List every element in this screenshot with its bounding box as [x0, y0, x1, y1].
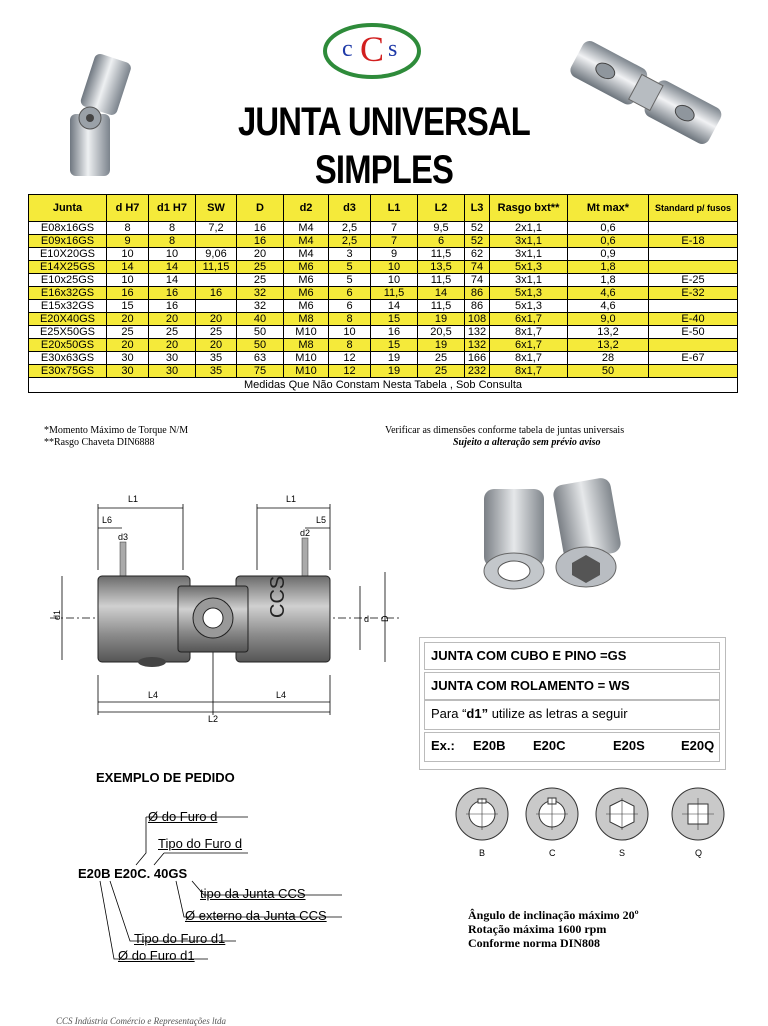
table-cell [196, 300, 237, 313]
table-cell: 6 [329, 300, 371, 313]
order-label-furo-d: Ø do Furo d [148, 809, 218, 824]
table-cell: 19 [371, 352, 418, 365]
table-cell: 7 [371, 235, 418, 248]
table-cell [649, 339, 738, 352]
table-cell: 5x1,3 [490, 261, 568, 274]
table-cell: 13,2 [568, 326, 649, 339]
keyway-note: **Rasgo Chaveta DIN6888 [44, 437, 155, 448]
logo-letter-big-c: C [360, 29, 385, 69]
table-cell: 11,5 [418, 300, 465, 313]
table-cell: 132 [465, 339, 490, 352]
table-cell: 8x1,7 [490, 326, 568, 339]
table-cell: 20 [107, 339, 149, 352]
footnotes-right [385, 425, 624, 449]
table-cell: 20 [107, 313, 149, 326]
table-cell: 25 [107, 326, 149, 339]
table-cell: 14 [418, 287, 465, 300]
table-row [29, 222, 738, 235]
info-example: E20B [473, 738, 506, 753]
table-cell [649, 365, 738, 378]
table-row [29, 274, 738, 287]
table-row [29, 352, 738, 365]
table-cell: 50 [568, 365, 649, 378]
bore-label-b: B [479, 848, 486, 858]
table-cell: 74 [465, 261, 490, 274]
verify-note: Verificar as dimensões conforme tabela de juntas universais [385, 425, 625, 436]
table-cell: 16 [237, 222, 284, 235]
table-cell: 32 [237, 287, 284, 300]
table-cell: E10x25GS [29, 274, 107, 287]
table-cell: 0,6 [568, 235, 649, 248]
table-cell: 5x1,3 [490, 300, 568, 313]
col-header: SW [196, 195, 237, 222]
col-header: d3 [329, 195, 371, 222]
table-cell: 20 [149, 339, 196, 352]
table-header-row [29, 195, 738, 222]
table-cell: E14X25GS [29, 261, 107, 274]
table-cell: M10 [284, 365, 329, 378]
table-cell: 14 [149, 274, 196, 287]
table-cell: 9,5 [418, 222, 465, 235]
spec-table [28, 194, 738, 393]
table-cell: E-67 [649, 352, 738, 365]
table-cell: 10 [107, 274, 149, 287]
table-cell: 86 [465, 287, 490, 300]
spec-notes [468, 908, 639, 950]
joint-photo-right [560, 32, 730, 152]
order-label-tipo-furo-d1: Tipo do Furo d1 [134, 931, 226, 946]
logo-letter-c: c [342, 36, 353, 62]
table-cell: 50 [237, 326, 284, 339]
dim-L1-right: L1 [286, 494, 297, 504]
table-cell [196, 274, 237, 287]
table-cell: 9 [371, 248, 418, 261]
table-cell: 75 [237, 365, 284, 378]
table-cell: 11,15 [196, 261, 237, 274]
info-para-prefix: Para “ [431, 706, 467, 721]
col-header: Mt max* [568, 195, 649, 222]
table-row [29, 339, 738, 352]
order-label-furo-d1: Ø do Furo d1 [118, 948, 195, 963]
page-footer: CCS Indústria Comércio e Representações ltda [56, 1016, 227, 1026]
technical-drawing [40, 490, 410, 740]
table-cell [649, 248, 738, 261]
info-gs: JUNTA COM CUBO E PINO =GS [424, 642, 720, 670]
table-cell: 6 [418, 235, 465, 248]
order-label-tipo-junta: tipo da Junta CCS [200, 886, 306, 901]
col-header: L1 [371, 195, 418, 222]
table-cell: 52 [465, 222, 490, 235]
table-row [29, 261, 738, 274]
info-example: E20Q [681, 738, 715, 753]
subject-note: Sujeito a alteração sem prévio aviso [453, 437, 601, 448]
table-cell: E20x50GS [29, 339, 107, 352]
table-cell: M8 [284, 313, 329, 326]
bore-label-c: C [549, 848, 556, 858]
table-cell: 3x1,1 [490, 274, 568, 287]
table-cell: 11,5 [371, 287, 418, 300]
table-cell: M6 [284, 300, 329, 313]
dim-L5: L5 [316, 515, 327, 525]
table-cell: 0,9 [568, 248, 649, 261]
table-cell: E25X50GS [29, 326, 107, 339]
table-cell: E-32 [649, 287, 738, 300]
table-cell: 3 [329, 248, 371, 261]
table-cell: 20 [196, 313, 237, 326]
table-cell: 5x1,3 [490, 287, 568, 300]
table-cell: E20X40GS [29, 313, 107, 326]
table-cell: 3x1,1 [490, 248, 568, 261]
table-row [29, 248, 738, 261]
bore-label-q: Q [695, 848, 703, 858]
table-cell: 1,8 [568, 261, 649, 274]
table-cell: 5 [329, 261, 371, 274]
table-cell: M4 [284, 222, 329, 235]
table-cell: 2,5 [329, 222, 371, 235]
table-cell: 4,6 [568, 300, 649, 313]
table-cell: E10X20GS [29, 248, 107, 261]
table-footer-note: Medidas Que Não Constam Nesta Tabela , Sob Consulta [29, 378, 738, 393]
table-cell: M4 [284, 248, 329, 261]
table-cell: 16 [107, 287, 149, 300]
table-cell: 16 [196, 287, 237, 300]
bore-types-diagram [440, 786, 740, 860]
bore-label-s: S [619, 848, 626, 858]
col-header: Standard p/ fusos [649, 195, 738, 222]
table-cell: 8 [329, 313, 371, 326]
table-cell: 3x1,1 [490, 235, 568, 248]
table-cell: 19 [418, 313, 465, 326]
table-cell: 25 [418, 365, 465, 378]
table-cell: 25 [237, 261, 284, 274]
table-cell: 25 [418, 352, 465, 365]
table-cell: E08x16GS [29, 222, 107, 235]
spec-norm: Conforme norma DIN808 [468, 936, 600, 950]
dim-L2: L2 [208, 714, 219, 724]
table-cell: 8 [329, 339, 371, 352]
info-example: E20S [613, 738, 645, 753]
table-cell: 12 [329, 352, 371, 365]
info-ws: JUNTA COM ROLAMENTO = WS [424, 672, 720, 700]
table-cell: E15x32GS [29, 300, 107, 313]
table-cell: 8 [107, 222, 149, 235]
table-cell: 13,2 [568, 339, 649, 352]
table-cell: 9,06 [196, 248, 237, 261]
table-row [29, 365, 738, 378]
table-cell: 6 [329, 287, 371, 300]
table-cell: 10 [107, 248, 149, 261]
table-cell: 10 [149, 248, 196, 261]
table-cell: 132 [465, 326, 490, 339]
table-cell: M10 [284, 352, 329, 365]
table-row [29, 235, 738, 248]
table-cell: 166 [465, 352, 490, 365]
table-cell: 0,6 [568, 222, 649, 235]
table-cell: 25 [149, 326, 196, 339]
table-cell: 10 [371, 261, 418, 274]
table-cell: 1,8 [568, 274, 649, 287]
col-header: L3 [465, 195, 490, 222]
table-cell: 11,5 [418, 248, 465, 261]
table-cell: 232 [465, 365, 490, 378]
table-cell: 8x1,7 [490, 352, 568, 365]
table-cell: 25 [196, 326, 237, 339]
table-cell: 15 [371, 339, 418, 352]
table-cell: 30 [107, 365, 149, 378]
info-box [419, 637, 726, 770]
table-cell: 6x1,7 [490, 339, 568, 352]
table-cell: 15 [107, 300, 149, 313]
table-row [29, 300, 738, 313]
table-cell: 14 [149, 261, 196, 274]
table-cell: 62 [465, 248, 490, 261]
table-cell: 63 [237, 352, 284, 365]
dim-L1-left: L1 [128, 494, 139, 504]
dim-L4-left: L4 [148, 690, 159, 700]
order-title: EXEMPLO DE PEDIDO [96, 770, 235, 785]
table-cell: 50 [237, 339, 284, 352]
order-label-externo: Ø externo da Junta CCS [185, 908, 327, 923]
table-cell: 8 [149, 222, 196, 235]
table-cell: 35 [196, 352, 237, 365]
table-cell: 14 [107, 261, 149, 274]
table-cell: 32 [237, 300, 284, 313]
table-cell: M6 [284, 287, 329, 300]
col-header: d2 [284, 195, 329, 222]
footnotes-left [44, 425, 188, 449]
table-cell [649, 222, 738, 235]
torque-note: *Momento Máximo de Torque N/M [44, 425, 189, 436]
page-title: JUNTA UNIVERSAL SIMPLES [237, 100, 531, 192]
table-cell: E-25 [649, 274, 738, 287]
table-cell: 5 [329, 274, 371, 287]
dim-d: d [364, 614, 370, 624]
dim-d3: d3 [118, 532, 129, 542]
table-cell: E30x63GS [29, 352, 107, 365]
table-cell: 25 [237, 274, 284, 287]
table-cell: 4,6 [568, 287, 649, 300]
hub-photo [462, 475, 632, 607]
info-examples [424, 732, 720, 762]
table-row [29, 287, 738, 300]
table-cell: M6 [284, 274, 329, 287]
col-header: Rasgo bxt** [490, 195, 568, 222]
table-cell: 108 [465, 313, 490, 326]
table-cell: 8 [149, 235, 196, 248]
table-cell: 30 [149, 365, 196, 378]
table-cell: 19 [371, 365, 418, 378]
table-cell: 6x1,7 [490, 313, 568, 326]
col-header: D [237, 195, 284, 222]
table-cell: 11,5 [418, 274, 465, 287]
table-cell: M10 [284, 326, 329, 339]
table-cell: 20 [149, 313, 196, 326]
info-para-bold: d1” [466, 706, 489, 721]
info-ex-label: Ex.: [431, 738, 455, 753]
table-cell: 8x1,7 [490, 365, 568, 378]
table-cell: 10 [371, 274, 418, 287]
drawing-brand: CCS [267, 575, 289, 618]
table-cell: 14 [371, 300, 418, 313]
table-cell: 28 [568, 352, 649, 365]
table-cell: E09x16GS [29, 235, 107, 248]
table-cell: 2,5 [329, 235, 371, 248]
table-cell: M4 [284, 235, 329, 248]
table-cell [649, 300, 738, 313]
order-label-tipo-furo-d: Tipo do Furo d [158, 836, 243, 851]
dim-L4-right: L4 [276, 690, 287, 700]
table-cell: 20 [196, 339, 237, 352]
table-cell: E30x75GS [29, 365, 107, 378]
table-cell: 13,5 [418, 261, 465, 274]
table-cell: 7 [371, 222, 418, 235]
table-cell: 19 [418, 339, 465, 352]
table-cell: 30 [149, 352, 196, 365]
table-cell: 20 [237, 248, 284, 261]
table-cell: E-18 [649, 235, 738, 248]
spec-rotation: Rotação máxima 1600 rpm [468, 922, 607, 936]
ccs-logo [322, 22, 422, 80]
logo-letter-s: s [388, 36, 398, 62]
table-cell: 16 [149, 300, 196, 313]
dim-L6: L6 [102, 515, 113, 525]
col-header: d H7 [107, 195, 149, 222]
table-cell: E-40 [649, 313, 738, 326]
info-para-suffix: utilize as letras a seguir [488, 706, 628, 721]
table-cell: M8 [284, 339, 329, 352]
dim-d1: d1 [52, 609, 62, 620]
table-cell: 20,5 [418, 326, 465, 339]
table-cell [196, 235, 237, 248]
table-cell: 16 [149, 287, 196, 300]
table-cell: 74 [465, 274, 490, 287]
table-cell: 10 [329, 326, 371, 339]
table-cell [649, 261, 738, 274]
table-cell: M6 [284, 261, 329, 274]
spec-angle: Ângulo de inclinação máximo 20º [468, 908, 639, 922]
order-code: E20B E20C. 40GS [78, 866, 188, 881]
table-cell: 12 [329, 365, 371, 378]
joint-photo-left [52, 52, 152, 182]
table-cell: 86 [465, 300, 490, 313]
table-cell: 30 [107, 352, 149, 365]
table-cell: 52 [465, 235, 490, 248]
table-cell: 40 [237, 313, 284, 326]
table-row [29, 313, 738, 326]
table-row [29, 326, 738, 339]
table-cell: 9,0 [568, 313, 649, 326]
info-para [424, 700, 720, 730]
col-header: d1 H7 [149, 195, 196, 222]
info-example: E20C [533, 738, 566, 753]
table-cell: 7,2 [196, 222, 237, 235]
col-header: Junta [29, 195, 107, 222]
col-header: L2 [418, 195, 465, 222]
dim-D: D [380, 615, 390, 622]
table-cell: 16 [237, 235, 284, 248]
dim-d2: d2 [300, 528, 311, 538]
table-cell: 15 [371, 313, 418, 326]
table-cell: 2x1,1 [490, 222, 568, 235]
table-cell: 35 [196, 365, 237, 378]
table-cell: 9 [107, 235, 149, 248]
table-cell: 16 [371, 326, 418, 339]
table-cell: E-50 [649, 326, 738, 339]
table-cell: E16x32GS [29, 287, 107, 300]
